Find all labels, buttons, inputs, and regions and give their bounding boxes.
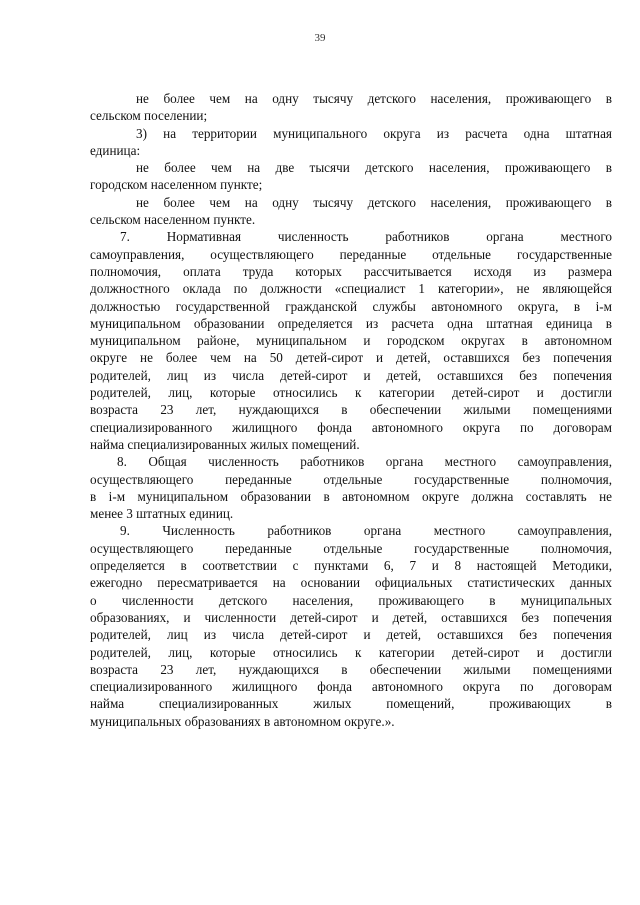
text-line: о численности детского населения, проживающего в муниципальных [90, 592, 612, 608]
text-line: специализированного жилищного фонда автономного округа по договорам [90, 419, 612, 435]
text-line: 9. Численность работников органа местного самоуправления, [120, 523, 612, 539]
text-line: найма специализированных жилых помещений, проживающих в [90, 696, 612, 712]
document-body [90, 90, 612, 730]
text-line: единица: [90, 142, 141, 158]
text-line: сельском населенном пункте. [90, 212, 256, 228]
text-line: должностного оклада по должности «специалист 1 категории», не являющейся [90, 281, 612, 297]
text-line: менее 3 штатных единиц. [90, 506, 234, 522]
text-line: в i-м муниципальном образовании в автономном округе должна составлять не [90, 488, 612, 504]
text-line: округе не более чем на 50 детей-сирот и детей, оставшихся без попечения [90, 350, 612, 366]
text-line: родителей, лиц, которые относились к категории детей-сирот и достигли [90, 385, 612, 401]
text-line: муниципальном районе, муниципальном и городском округах в автономном [90, 333, 612, 349]
text-line: муниципальном образовании определяется из расчета одна штатная единица в [90, 315, 612, 331]
text-line: специализированного жилищного фонда автономного округа по договорам [90, 679, 612, 695]
text-line: родителей, лиц из числа детей-сирот и детей, оставшихся без попечения [90, 367, 612, 383]
text-line: найма специализированных жилых помещений. [90, 436, 360, 452]
text-line: должностью государственной гражданской службы автономного округа, в i-м [90, 298, 612, 314]
text-line: осуществляющего переданные отдельные государственные полномочия, [90, 471, 612, 487]
text-line: возраста 23 лет, нуждающихся в обеспечении жилыми помещениями [90, 661, 612, 677]
text-line: ежегодно пересматривается на основании официальных статистических данных [90, 575, 612, 591]
text-line: муниципальных образованиях в автономном округе.». [90, 713, 395, 729]
text-line: самоуправления, осуществляющего переданные отдельные государственные [90, 246, 612, 262]
text-line: родителей, лиц из числа детей-сирот и детей, оставшихся без попечения [90, 627, 612, 643]
text-line: родителей, лиц, которые относились к категории детей-сирот и достигли [90, 644, 612, 660]
text-line: не более чем на две тысячи детского населения, проживающего в [136, 160, 612, 176]
text-line: сельском поселении; [90, 108, 208, 124]
text-line: образованиях, и численности детей-сирот и детей, оставшихся без попечения [90, 609, 612, 625]
text-line: осуществляющего переданные отдельные государственные полномочия, [90, 540, 612, 556]
text-line: полномочия, оплата труда которых рассчитывается исходя из размера [90, 263, 612, 279]
text-line: 7. Нормативная численность работников органа местного [120, 229, 612, 245]
page-number: 39 [314, 32, 326, 44]
text-line: 8. Общая численность работников органа местного самоуправления, [117, 454, 612, 470]
text-line: возраста 23 лет, нуждающихся в обеспечении жилыми помещениями [90, 402, 612, 418]
text-line: не более чем на одну тысячу детского населения, проживающего в [136, 91, 612, 106]
text-line: определяется в соответствии с пунктами 6, 7 и 8 настоящей Методики, [90, 558, 612, 574]
text-line: 3) на территории муниципального округа из расчета одна штатная [136, 125, 612, 141]
text-line: не более чем на одну тысячу детского населения, проживающего в [136, 194, 612, 210]
text-line: городском населенном пункте; [90, 177, 263, 193]
